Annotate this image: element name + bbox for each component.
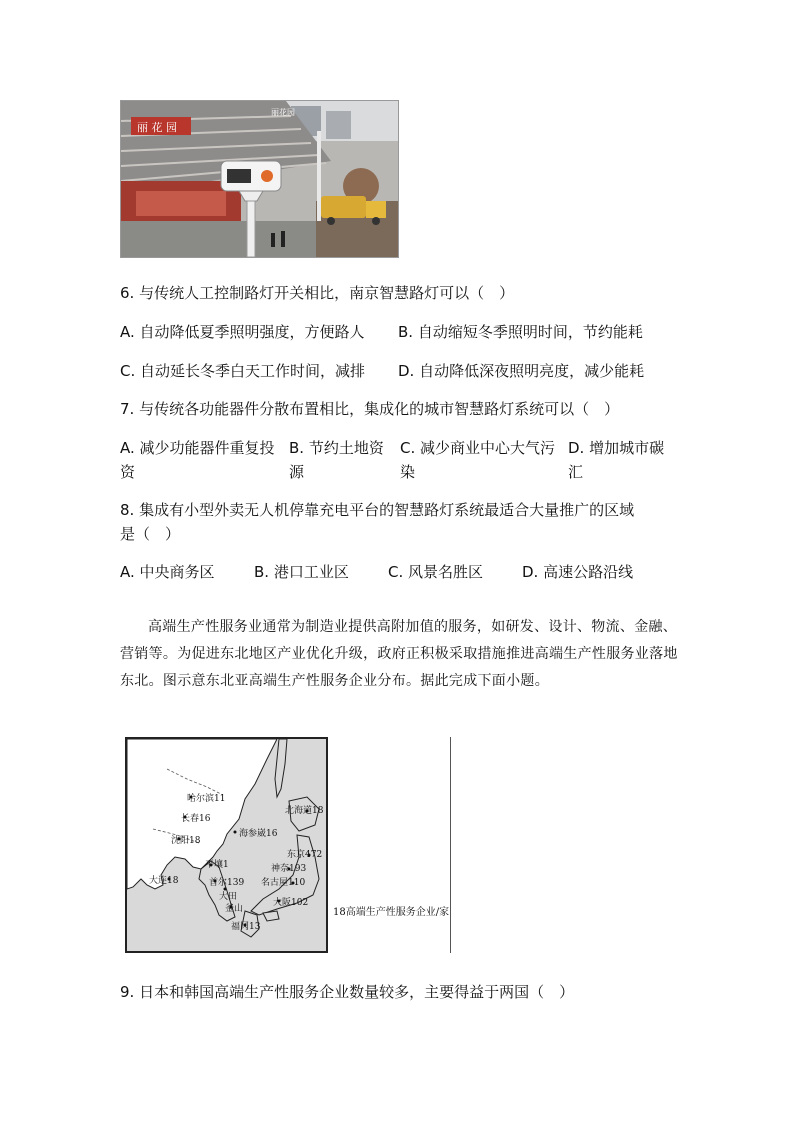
northeast-asia-map <box>125 737 328 953</box>
map-label-osaka: 大阪102 <box>273 898 309 908</box>
q8-option-a: A. 中央商务区 <box>120 563 215 581</box>
q7-option-a: A. 减少功能器件重复投 <box>120 439 275 457</box>
map-label-pyongyang: 平壤1 <box>205 860 229 870</box>
shop-sign-right: 丽花园 <box>271 108 295 117</box>
map-label-seoul: 首尔139 <box>209 878 245 888</box>
q6-option-b: B. 自动缩短冬季照明时间，节约能耗 <box>398 323 643 341</box>
smart-streetlamp-photo <box>120 100 399 258</box>
q9-stem: 9. 日本和韩国高端生产性服务企业数量较多，主要得益于两国（ ） <box>120 983 575 1001</box>
q6-option-d: D. 自动降低深夜照明亮度，减少能耗 <box>398 362 645 380</box>
map-label-nagoya: 名古屋110 <box>261 878 306 888</box>
q6-stem: 6. 与传统人工控制路灯开关相比，南京智慧路灯可以（ ） <box>120 284 515 302</box>
q7-stem: 7. 与传统各功能器件分散布置相比，集成化的城市智慧路灯系统可以（ ） <box>120 400 620 418</box>
map-label-hokkaido: 北海道18 <box>285 806 324 816</box>
q7-option-b-cont: 源 <box>289 463 305 481</box>
map-label-busan: 釜山 <box>225 904 244 914</box>
map-label-tokyo: 东京472 <box>287 850 323 860</box>
q8-option-c: C. 风景名胜区 <box>388 563 484 581</box>
q6-option-c: C. 自动延长冬季白天工作时间，减排 <box>120 362 366 380</box>
shop-sign-text: 丽 花 园 <box>137 121 177 134</box>
q7-option-c-cont: 染 <box>400 463 416 481</box>
map-legend: 18高端生产性服务企业/家 <box>333 907 450 918</box>
reading-passage: 高端生产性服务业通常为制造业提供高附加值的服务，如研发、设计、物流、金融、营销等。为促进东北地区产业优化升级，政府正积极采取措施推进高端生产性服务业落地东北。图示意东北亚高端生产性服务企业分布。据此完成下面小题。 <box>120 619 678 689</box>
map-label-fukuoka: 福冈13 <box>231 922 261 932</box>
q7-option-d-cont: 汇 <box>568 463 584 481</box>
q8-stem-cont: 是（ ） <box>120 525 181 543</box>
q7-option-d: D. 增加城市碳 <box>568 439 665 457</box>
map-label-shenyang: 沈阳18 <box>171 836 201 846</box>
map-label-dalian: 大连18 <box>149 876 179 886</box>
map-label-vladivostok: 海参崴16 <box>239 829 278 839</box>
q8-stem: 8. 集成有小型外卖无人机停靠充电平台的智慧路灯系统最适合大量推广的区域 <box>120 501 635 519</box>
q6-option-a: A. 自动降低夏季照明强度，方便路人 <box>120 323 365 341</box>
map-label-daejeon: 大田 <box>219 892 238 902</box>
q7-option-c: C. 减少商业中心大气污 <box>400 439 556 457</box>
map-divider-line <box>450 737 451 953</box>
q7-option-a-cont: 资 <box>120 463 136 481</box>
q8-option-b: B. 港口工业区 <box>254 563 349 581</box>
q7-option-b: B. 节约土地资 <box>289 439 384 457</box>
q8-option-d: D. 高速公路沿线 <box>522 563 634 581</box>
map-label-kanagawa: 神奈193 <box>271 864 307 874</box>
map-label-changchun: 长春16 <box>181 814 211 824</box>
map-label-harbin: 哈尔滨11 <box>187 794 226 804</box>
